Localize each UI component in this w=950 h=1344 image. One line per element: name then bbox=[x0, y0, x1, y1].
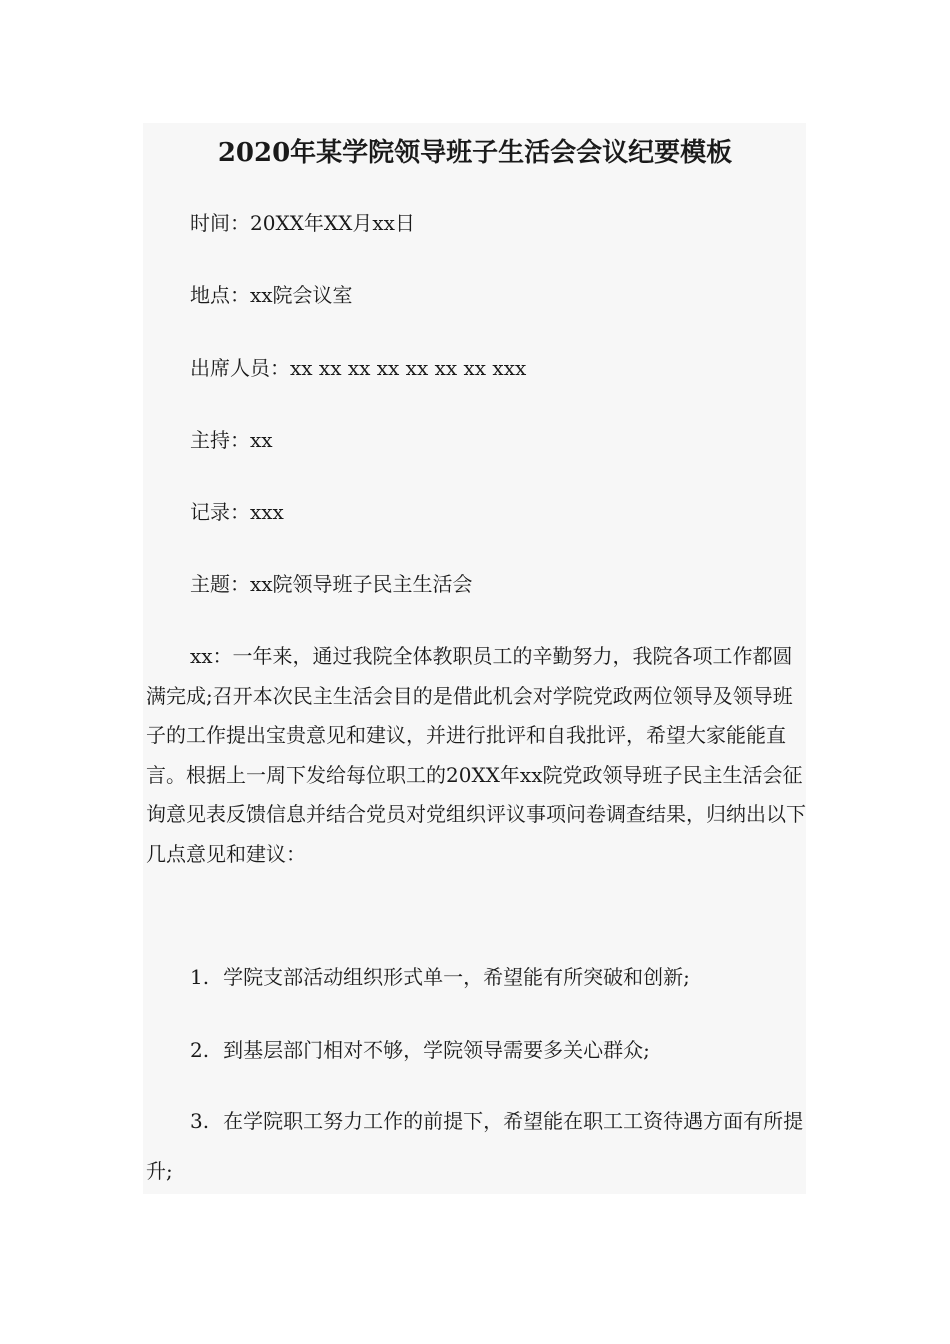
meeting-host: 主持：xx bbox=[190, 428, 273, 452]
list-item bbox=[146, 1025, 806, 1075]
meeting-recorder: 记录：xxx bbox=[190, 500, 284, 524]
meeting-time: 时间：20XX年XX月xx日 bbox=[190, 211, 415, 235]
intro-paragraph: xx：一年来，通过我院全体教职员工的辛勤努力，我院各项工作都圆满完成;召开本次民主生活会目的是借此机会对学院党政两位领导及领导班子的工作提出宝贵意见和建议，并进行批评和自我批评，希望大家能能直言。根据上一周下发给每位职工的20XX年xx院党政领导班子民主生活会征询意见表反馈信息并结合党员对党组织评议事项问卷调查结果，归纳出以下几点意见和建议： bbox=[146, 644, 806, 866]
list-item-text: 到基层部门相对不够，学院领导需要多关心群众; bbox=[223, 1038, 650, 1062]
meeting-topic: 主题：xx院领导班子民主生活会 bbox=[190, 572, 473, 596]
list-item bbox=[146, 1096, 806, 1196]
list-item bbox=[146, 952, 806, 1002]
list-item-number: 3. bbox=[190, 1109, 210, 1133]
list-item-number: 2. bbox=[190, 1038, 210, 1062]
meeting-place: 地点：xx院会议室 bbox=[190, 283, 353, 307]
list-item-text: 学院支部活动组织形式单一，希望能有所突破和创新; bbox=[223, 965, 690, 989]
meeting-attendees: 出席人员：xx xx xx xx xx xx xx xxx bbox=[190, 356, 527, 380]
list-item-number: 1. bbox=[190, 965, 210, 989]
document-title: 2020年某学院领导班子生活会会议纪要模板 bbox=[217, 138, 733, 168]
list-item-text: 在学院职工努力工作的前提下，希望能在职工工资待遇方面有所提升; bbox=[146, 1109, 804, 1183]
